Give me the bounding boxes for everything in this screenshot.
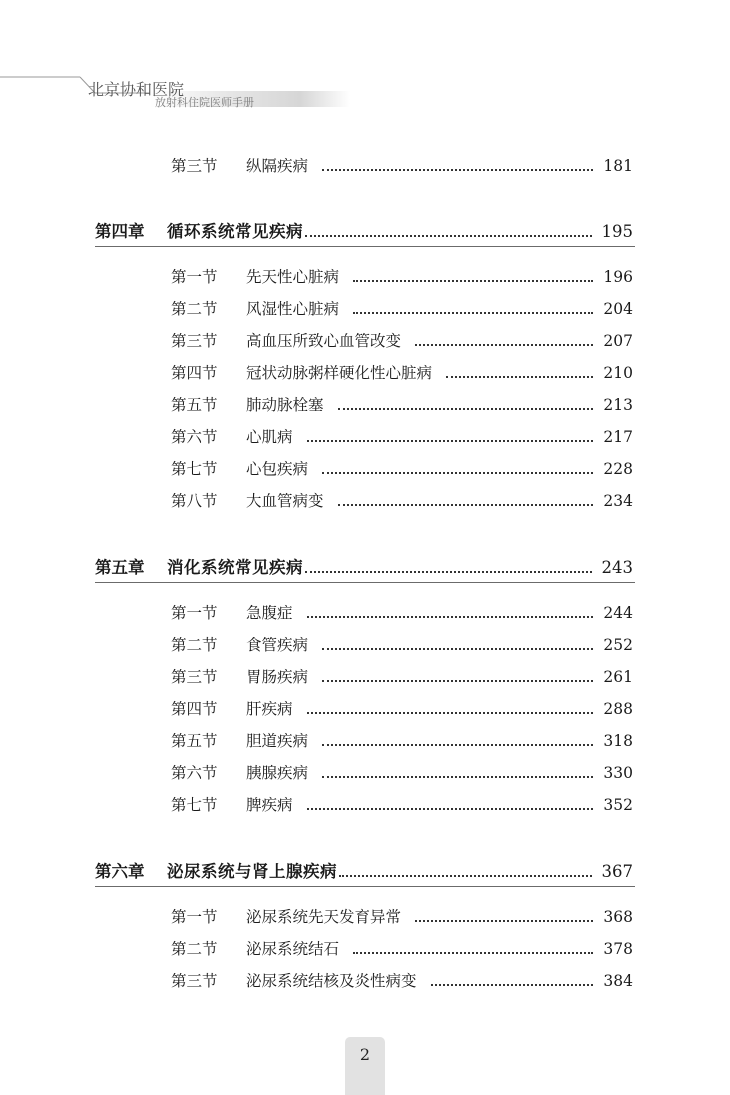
chapter-underline (95, 886, 635, 887)
section-number: 第四节 (171, 364, 218, 382)
section-number: 第七节 (171, 460, 218, 478)
dot-leader (415, 344, 593, 346)
page-ref: 196 (603, 268, 633, 286)
section-number: 第五节 (171, 396, 218, 414)
section-title: 心包疾病 (246, 460, 309, 478)
chapter-underline (95, 246, 635, 247)
book-subtitle: 放射科住院医师手册 (155, 96, 254, 109)
toc-section-entry[interactable] (171, 297, 633, 321)
section-number: 第六节 (171, 428, 218, 446)
toc-section-entry[interactable] (171, 154, 633, 178)
toc-section-entry[interactable] (171, 937, 633, 961)
dot-leader (322, 472, 593, 474)
section-number: 第七节 (171, 796, 218, 814)
chapter-title: 消化系统常见疾病 (167, 558, 303, 577)
toc-section-entry[interactable] (171, 761, 633, 785)
toc-section-entry[interactable] (171, 361, 633, 385)
page-ref: 210 (603, 364, 633, 382)
dot-leader (305, 571, 592, 573)
section-number: 第二节 (171, 636, 218, 654)
section-number: 第三节 (171, 668, 218, 686)
section-number: 第三节 (171, 972, 218, 990)
dot-leader (338, 504, 594, 506)
dot-leader (322, 744, 593, 746)
page-ref: 244 (603, 604, 633, 622)
toc-chapter-entry[interactable] (95, 554, 633, 580)
page-ref: 318 (603, 732, 633, 750)
page-ref: 352 (603, 796, 633, 814)
toc-chapter-entry[interactable] (95, 858, 633, 884)
page-ref: 261 (603, 668, 633, 686)
page-ref: 207 (603, 332, 633, 350)
running-header (0, 0, 730, 120)
section-title: 泌尿系统结核及炎性病变 (246, 972, 417, 990)
section-title: 先天性心脏病 (246, 268, 340, 286)
section-title: 高血压所致心血管改变 (246, 332, 402, 350)
page-ref: 195 (601, 222, 633, 241)
section-number: 第五节 (171, 732, 218, 750)
page-ref: 204 (603, 300, 633, 318)
toc-section-entry[interactable] (171, 265, 633, 289)
dot-leader (322, 169, 593, 171)
toc-section-entry[interactable] (171, 905, 633, 929)
section-number: 第六节 (171, 764, 218, 782)
dot-leader (307, 712, 594, 714)
toc-section-entry[interactable] (171, 665, 633, 689)
section-title: 胰腺疾病 (246, 764, 309, 782)
section-number: 第三节 (171, 332, 218, 350)
page-ref: 288 (603, 700, 633, 718)
section-number: 第三节 (171, 157, 218, 175)
section-title: 大血管病变 (246, 492, 324, 510)
section-title: 急腹症 (246, 604, 293, 622)
dot-leader (446, 376, 593, 378)
chapter-number: 第六章 (95, 862, 145, 881)
section-number: 第二节 (171, 300, 218, 318)
toc-section-entry[interactable] (171, 489, 633, 513)
section-title: 胆道疾病 (246, 732, 309, 750)
page-ref: 368 (603, 908, 633, 926)
page-ref: 330 (603, 764, 633, 782)
section-number: 第四节 (171, 700, 218, 718)
header-rule (0, 0, 730, 120)
dot-leader (307, 616, 594, 618)
toc-section-entry[interactable] (171, 393, 633, 417)
page-number-tab (345, 1037, 385, 1095)
book-series-title: 北京协和医院 (88, 80, 185, 99)
toc-section-entry[interactable] (171, 457, 633, 481)
dot-leader (353, 312, 593, 314)
dot-leader (322, 648, 593, 650)
section-title: 泌尿系统结石 (246, 940, 340, 958)
chapter-number: 第五章 (95, 558, 145, 577)
dot-leader (322, 776, 593, 778)
page-ref: 378 (603, 940, 633, 958)
toc-section-entry[interactable] (171, 969, 633, 993)
page-ref: 228 (603, 460, 633, 478)
section-title: 脾疾病 (246, 796, 293, 814)
dot-leader (305, 235, 592, 237)
page-ref: 367 (601, 862, 633, 881)
toc-section-entry[interactable] (171, 601, 633, 625)
section-title: 纵隔疾病 (246, 157, 309, 175)
page-ref: 243 (601, 558, 633, 577)
dot-leader (338, 408, 594, 410)
dot-leader (322, 680, 593, 682)
chapter-underline (95, 582, 635, 583)
toc-section-entry[interactable] (171, 793, 633, 817)
page-ref: 252 (603, 636, 633, 654)
chapter-title: 循环系统常见疾病 (167, 222, 303, 241)
dot-leader (339, 875, 592, 877)
toc-chapter-entry[interactable] (95, 218, 633, 244)
section-number: 第八节 (171, 492, 218, 510)
page-ref: 213 (603, 396, 633, 414)
section-title: 冠状动脉粥样硬化性心脏病 (246, 364, 433, 382)
chapter-title: 泌尿系统与肾上腺疾病 (167, 862, 337, 881)
section-title: 泌尿系统先天发育异常 (246, 908, 402, 926)
dot-leader (353, 280, 593, 282)
dot-leader (307, 440, 594, 442)
section-number: 第一节 (171, 604, 218, 622)
section-title: 食管疾病 (246, 636, 309, 654)
page-ref: 234 (603, 492, 633, 510)
page-ref: 217 (603, 428, 633, 446)
toc-section-entry[interactable] (171, 425, 633, 449)
toc-section-entry[interactable] (171, 329, 633, 353)
section-number: 第二节 (171, 940, 218, 958)
chapter-number: 第四章 (95, 222, 145, 241)
dot-leader (415, 920, 593, 922)
section-title: 肝疾病 (246, 700, 293, 718)
dot-leader (307, 808, 594, 810)
section-number: 第一节 (171, 268, 218, 286)
toc-section-entry[interactable] (171, 633, 633, 657)
dot-leader (431, 984, 594, 986)
section-title: 风湿性心脏病 (246, 300, 340, 318)
section-number: 第一节 (171, 908, 218, 926)
toc-section-entry[interactable] (171, 729, 633, 753)
page-ref: 384 (603, 972, 633, 990)
toc-section-entry[interactable] (171, 697, 633, 721)
page-ref: 181 (603, 157, 633, 175)
section-title: 心肌病 (246, 428, 293, 446)
page-number: 2 (359, 1045, 371, 1064)
dot-leader (353, 952, 593, 954)
section-title: 肺动脉栓塞 (246, 396, 324, 414)
section-title: 胃肠疾病 (246, 668, 309, 686)
